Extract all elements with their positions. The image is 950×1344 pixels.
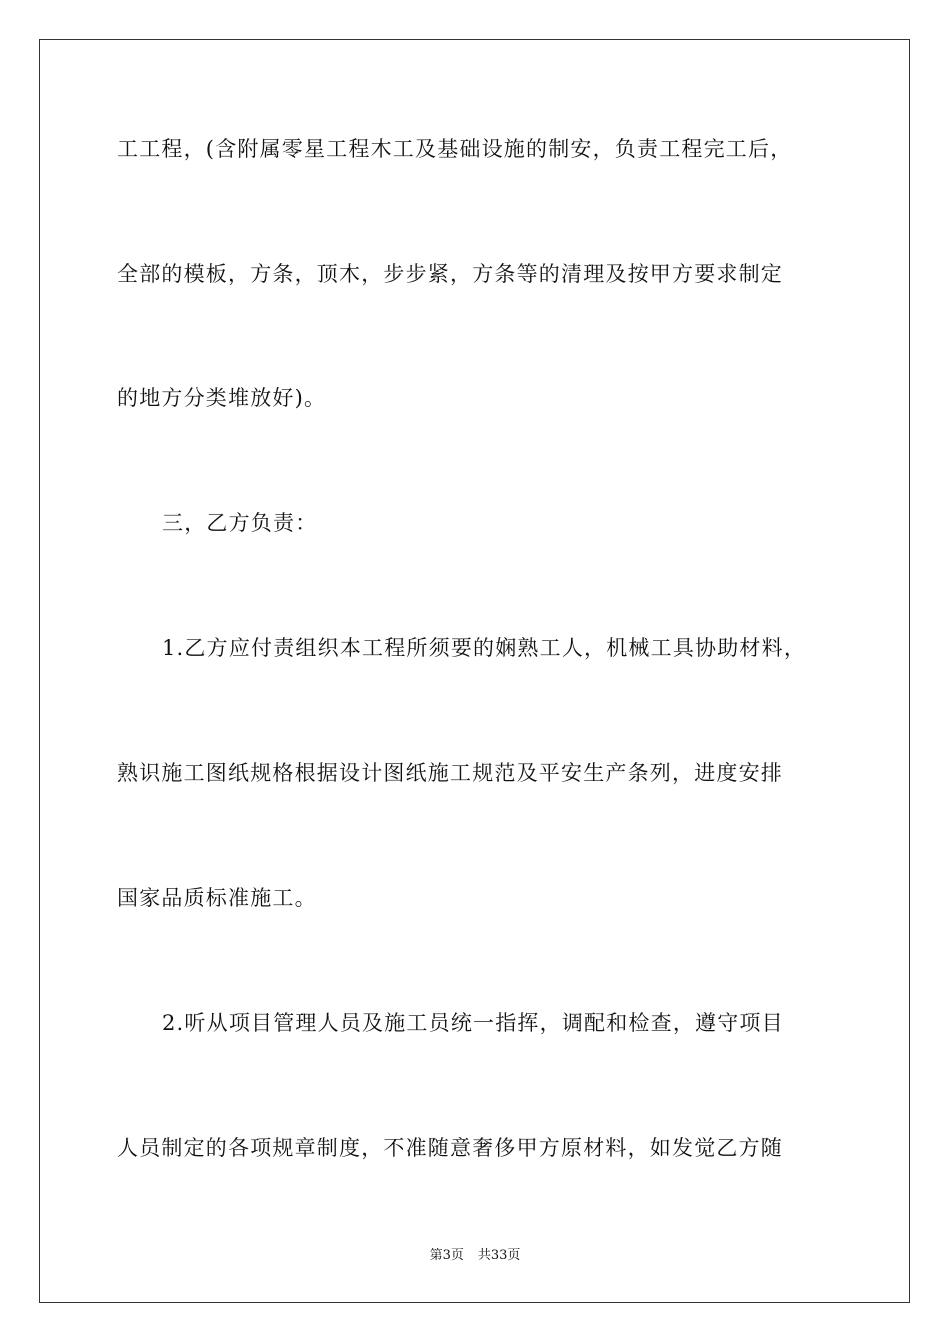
page-footer: [0, 1247, 950, 1265]
body-text-line: 2.听从项目管理人员及施工员统一指挥，调配和检查，遵守项目: [162, 1011, 784, 1035]
body-text-line: 1.乙方应付责组织本工程所须要的娴熟工人，机械工具协助材料，: [162, 636, 807, 660]
body-text-line: 熟识施工图纸规格根据设计图纸施工规范及平安生产条列，进度安排: [117, 761, 783, 785]
total-pages: 共33页: [477, 1248, 521, 1263]
page-number: 第3页: [429, 1248, 464, 1263]
body-text-line: 工工程，(含附属零星工程木工及基础设施的制安，负责工程完工后，: [117, 137, 793, 161]
body-text-line: 的地方分类堆放好)。: [117, 386, 327, 410]
body-text-line: 全部的模板，方条，顶木，步步紧，方条等的清理及按甲方要求制定: [117, 262, 783, 286]
body-text-line: 国家品质标准施工。: [117, 886, 317, 910]
page-border: [39, 39, 910, 1303]
body-text-line: 人员制定的各项规章制度，不准随意奢侈甲方原材料，如发觉乙方随: [117, 1136, 783, 1160]
section-heading: 三，乙方负责：: [162, 511, 318, 535]
